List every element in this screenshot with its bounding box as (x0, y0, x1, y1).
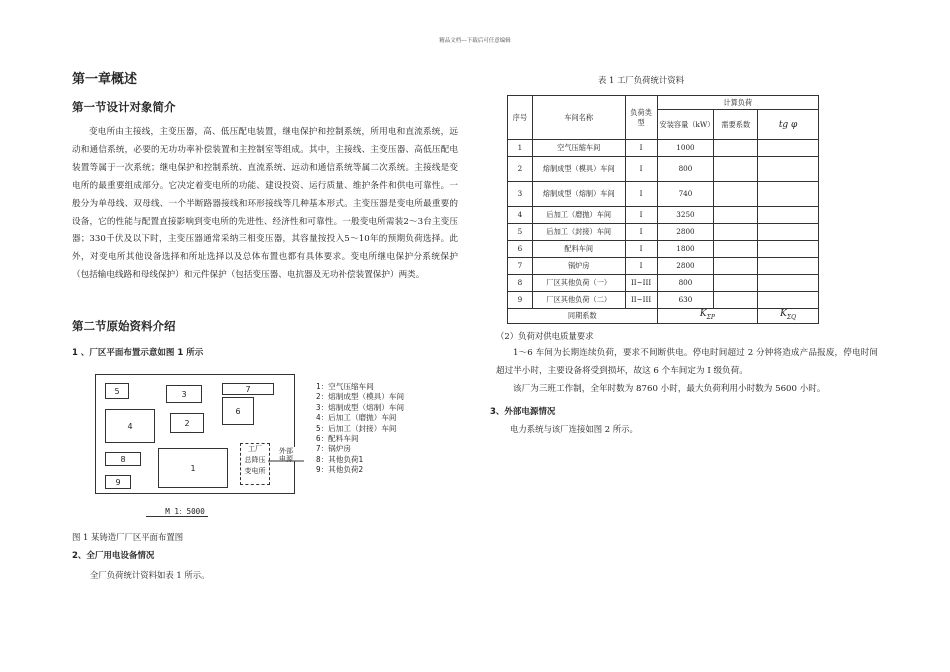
cell-demand (714, 157, 758, 182)
cell-tg (758, 207, 819, 224)
cell-capacity: 630 (657, 292, 714, 309)
legend-item: 5：后加工（封接）车间 (316, 423, 397, 433)
cell-tg (758, 224, 819, 241)
cell-tg (758, 157, 819, 182)
external-power-line-2: 电源 (279, 455, 293, 463)
kp-sub: ΣP (706, 313, 715, 321)
legend-item: 3：熔制成型（熔制）车间 (316, 402, 405, 412)
cell-tg (758, 140, 819, 157)
legend-item: 6：配料车间 (316, 434, 359, 444)
figure1-caption: 图 1 某铸造厂厂区平面布置图 (72, 532, 184, 542)
substation-line-1: 工厂 (248, 445, 262, 453)
cell-seq: 7 (508, 258, 533, 275)
cell-load-class: I (625, 207, 657, 224)
table-row (508, 157, 819, 182)
cell-name: 空气压缩车间 (532, 140, 625, 157)
cell-load-class: II~III (625, 292, 657, 309)
item1-heading: 1 、厂区平面布置示意如图 1 所示 (72, 348, 204, 358)
cell-name: 后加工（磨抛）车间 (532, 207, 625, 224)
legend-item: 8：其他负荷1 (316, 454, 364, 464)
item2-heading: 2、全厂用电设备情况 (72, 551, 155, 561)
section2-title: 第二节原始资料介绍 (72, 319, 176, 333)
table-row (508, 224, 819, 241)
table-row (508, 258, 819, 275)
substation-line-2: 总降压 (244, 456, 266, 464)
cell-capacity: 800 (657, 157, 714, 182)
site-legend (316, 382, 404, 476)
kp-symbol: K (699, 309, 707, 320)
cell-load-class: I (625, 224, 657, 241)
cell-name: 熔制成型（模具）车间 (532, 157, 625, 182)
cell-tg (758, 182, 819, 207)
cell-capacity: 1800 (657, 241, 714, 258)
table-caption: 表 1 工厂负荷统计资料 (598, 75, 685, 85)
shift-text: 该厂为三班工作制，全年时数为 8760 小时，最大负荷利用小时数为 5600 小时。 (513, 384, 826, 394)
cell-tg (758, 275, 819, 292)
load-table (507, 95, 819, 324)
scale-bar (146, 516, 208, 517)
external-power-line-1: 外部 (279, 447, 293, 455)
site-plan-frame (95, 374, 295, 494)
chapter-title: 第一章概述 (72, 72, 138, 87)
legend-item: 2：熔制成型（模具）车间 (316, 392, 405, 402)
cell-capacity: 2800 (657, 258, 714, 275)
cell-demand (714, 182, 758, 207)
cell-tg (758, 292, 819, 309)
cell-name: 锅炉房 (532, 258, 625, 275)
cell-demand (714, 207, 758, 224)
cell-capacity: 1000 (657, 140, 714, 157)
cell-name: 厂区其他负荷（二） (532, 292, 625, 309)
quality-title: （2）负荷对供电质量要求 (496, 331, 594, 341)
footer-kq (758, 309, 819, 324)
scale-label: M 1：5000 (165, 507, 205, 516)
footer-kp (657, 309, 758, 324)
cell-demand (714, 258, 758, 275)
cell-seq: 1 (508, 140, 533, 157)
building-7: 7 (222, 383, 274, 395)
th-calc-load: 计算负荷 (657, 96, 818, 110)
th-capacity: 安装容量（kW） (657, 110, 714, 140)
cell-seq: 9 (508, 292, 533, 309)
building-8: 8 (105, 452, 141, 466)
cell-seq: 2 (508, 157, 533, 182)
cell-name: 熔制成型（熔制）车间 (532, 182, 625, 207)
th-tg: tg φ (758, 110, 819, 140)
cell-demand (714, 224, 758, 241)
section1-paragraph: 变电所由主接线，主变压器，高、低压配电装置，继电保护和控制系统，所用电和直流系统，远动和通信系统，必要的无功功率补偿装置和主控制室等组成。其中，主接线、主变压器、高低压配电装置等属于一次系统；继电保护和控制系统、直流系统、远动和通信系统等属二次系统。主接线是变电所的最重要组成部分。它决定着变电所的功能、建设投资、运行质量、维护条件和供电可靠性。一般分为单母线、双母线、一个半断路器接线和环形接线等几种基本形式。主变压器是变电所最重要的设备，它的性能与配置直接影响到变电所的先进性、经济性和可靠性。一般变电所需装2～3台主变压器；330千伏及以下时，主变压器通常采纳三相变压器，其容量按投入5～10年的预期负荷选择。此外，对变电所其他设备选择和所址选择以及总体布置也都有具体要求。变电所继电保护分系统保护（包括输电线路和母线保护）和元件保护（包括变压器、电抗器及无功补偿装置保护）两类。 (72, 127, 458, 281)
item3-text: 电力系统与该厂连接如图 2 所示。 (510, 424, 638, 434)
cell-capacity: 800 (657, 275, 714, 292)
th-load-class: 负荷类型 (625, 96, 657, 140)
quality-text: 1～6 车间为长期连续负荷，要求不间断供电。停电时间超过 2 分钟将造成产品报废，停电时间超过半小时，主要设备将受到损坏，故这 6 个车间定为 I 级负荷。 (496, 348, 878, 376)
building-6: 6 (222, 397, 254, 425)
cell-demand (714, 292, 758, 309)
building-9: 9 (105, 475, 131, 489)
kq-symbol: K (780, 309, 787, 320)
footer-label: 同期系数 (508, 309, 658, 324)
legend-item: 4：后加工（磨抛）车间 (316, 413, 397, 423)
cell-demand (714, 140, 758, 157)
cell-load-class: I (625, 182, 657, 207)
th-demand: 需要系数 (714, 110, 758, 140)
table-row (508, 140, 819, 157)
section1-title: 第一节设计对象简介 (72, 100, 176, 114)
building-3: 3 (166, 385, 202, 403)
table-row (508, 275, 819, 292)
cell-tg (758, 258, 819, 275)
cell-tg (758, 241, 819, 258)
cell-name: 厂区其他负荷（一） (532, 275, 625, 292)
cell-name: 配料车间 (532, 241, 625, 258)
table-row (508, 207, 819, 224)
building-2: 2 (170, 413, 204, 433)
cell-load-class: II~III (625, 275, 657, 292)
cell-load-class: I (625, 140, 657, 157)
cell-seq: 6 (508, 241, 533, 258)
cell-seq: 5 (508, 224, 533, 241)
legend-item: 1：空气压缩车间 (316, 382, 374, 391)
item3-heading: 3、外部电源情况 (490, 407, 556, 417)
cell-load-class: I (625, 157, 657, 182)
table-row (508, 292, 819, 309)
cell-seq: 8 (508, 275, 533, 292)
cell-name: 后加工（封接）车间 (532, 224, 625, 241)
cell-capacity: 740 (657, 182, 714, 207)
cell-capacity: 3250 (657, 207, 714, 224)
building-1: 1 (158, 448, 228, 488)
th-seq: 序号 (508, 96, 533, 140)
cell-capacity: 2800 (657, 224, 714, 241)
cell-seq: 3 (508, 182, 533, 207)
cell-seq: 4 (508, 207, 533, 224)
building-4: 4 (105, 409, 155, 443)
th-name: 车间名称 (532, 96, 625, 140)
page-header: 精品文档---下载后可任意编辑 (439, 38, 511, 44)
cell-demand (714, 275, 758, 292)
table-row (508, 182, 819, 207)
cell-load-class: I (625, 258, 657, 275)
cell-load-class: I (625, 241, 657, 258)
legend-item: 9：其他负荷2 (316, 465, 364, 475)
table-row (508, 241, 819, 258)
cell-demand (714, 241, 758, 258)
substation-line-3: 变电所 (244, 467, 266, 475)
building-5: 5 (105, 383, 129, 399)
item2-text: 全厂负荷统计资料如表 1 所示。 (90, 570, 210, 580)
external-power-arrow-icon (266, 456, 306, 468)
legend-item: 7：锅炉房 (316, 444, 351, 454)
kq-sub: ΣQ (786, 313, 797, 321)
